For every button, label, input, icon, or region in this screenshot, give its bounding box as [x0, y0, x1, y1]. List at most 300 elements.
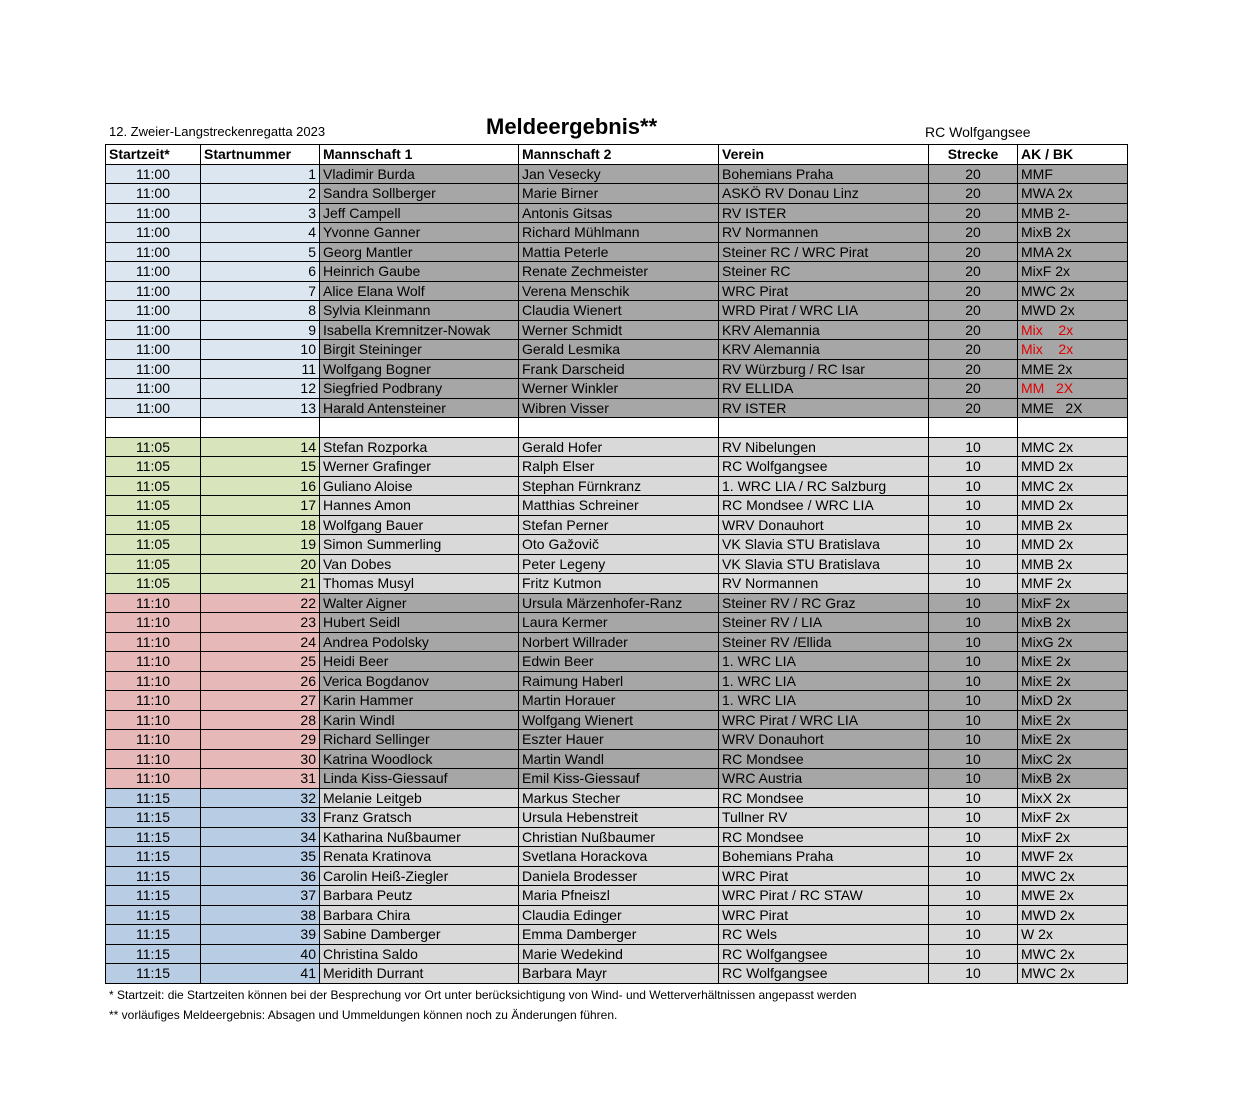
start-time-cell	[106, 418, 201, 438]
col-header-ak-bk: AK / BK	[1018, 145, 1128, 165]
crew-member-2-cell: Marie Wedekind	[519, 944, 719, 964]
distance-cell: 10	[929, 788, 1018, 808]
start-number-cell: 2	[201, 184, 320, 204]
age-class-cell: MixX 2x	[1018, 788, 1128, 808]
start-number-cell: 33	[201, 808, 320, 828]
table-row	[106, 184, 1128, 204]
distance-cell: 20	[929, 379, 1018, 399]
crew-member-1-cell: Harald Antensteiner	[320, 398, 519, 418]
crew-member-2-cell: Martin Horauer	[519, 691, 719, 711]
start-number-cell: 28	[201, 710, 320, 730]
distance-cell: 10	[929, 730, 1018, 750]
club-cell: WRC Pirat / WRC LIA	[719, 710, 929, 730]
club-cell: WRD Pirat / WRC LIA	[719, 301, 929, 321]
age-class-cell: MWC 2x	[1018, 866, 1128, 886]
table-row	[106, 788, 1128, 808]
start-time-cell: 11:15	[106, 964, 201, 984]
start-time-cell: 11:15	[106, 905, 201, 925]
distance-cell	[929, 418, 1018, 438]
start-number-cell: 9	[201, 320, 320, 340]
age-class-cell: MixD 2x	[1018, 691, 1128, 711]
table-row	[106, 574, 1128, 594]
start-number-cell: 35	[201, 847, 320, 867]
distance-cell: 20	[929, 262, 1018, 282]
age-class-cell: MixE 2x	[1018, 671, 1128, 691]
crew-member-2-cell: Antonis Gitsas	[519, 203, 719, 223]
start-time-cell: 11:15	[106, 847, 201, 867]
distance-cell: 10	[929, 710, 1018, 730]
start-time-cell: 11:10	[106, 613, 201, 633]
crew-member-1-cell: Katrina Woodlock	[320, 749, 519, 769]
crew-member-1-cell: Renata Kratinova	[320, 847, 519, 867]
distance-cell: 10	[929, 613, 1018, 633]
start-number-cell: 19	[201, 535, 320, 555]
crew-member-1-cell: Yvonne Ganner	[320, 223, 519, 243]
crew-member-2-cell: Laura Kermer	[519, 613, 719, 633]
start-number-cell: 10	[201, 340, 320, 360]
club-cell: RC Mondsee	[719, 827, 929, 847]
table-row	[106, 944, 1128, 964]
start-time-cell: 11:05	[106, 457, 201, 477]
start-number-cell: 20	[201, 554, 320, 574]
crew-member-1-cell: Melanie Leitgeb	[320, 788, 519, 808]
start-number-cell: 26	[201, 671, 320, 691]
table-row	[106, 613, 1128, 633]
club-cell: RV Nibelungen	[719, 437, 929, 457]
table-row	[106, 164, 1128, 184]
start-time-cell: 11:10	[106, 769, 201, 789]
spacer-row	[106, 418, 1128, 438]
distance-cell: 10	[929, 652, 1018, 672]
age-class-cell: MixE 2x	[1018, 730, 1128, 750]
crew-member-1-cell: Georg Mantler	[320, 242, 519, 262]
table-row	[106, 457, 1128, 477]
start-time-cell: 11:05	[106, 496, 201, 516]
crew-member-1-cell: Wolfgang Bauer	[320, 515, 519, 535]
start-time-cell: 11:00	[106, 320, 201, 340]
crew-member-1-cell: Isabella Kremnitzer-Nowak	[320, 320, 519, 340]
event-name: 12. Zweier-Langstreckenregatta 2023	[109, 124, 326, 139]
distance-cell: 10	[929, 496, 1018, 516]
club-cell: WRC Pirat / RC STAW	[719, 886, 929, 906]
distance-cell: 10	[929, 847, 1018, 867]
distance-cell: 10	[929, 476, 1018, 496]
table-row	[106, 652, 1128, 672]
table-row	[106, 223, 1128, 243]
distance-cell: 10	[929, 866, 1018, 886]
start-time-cell: 11:15	[106, 944, 201, 964]
crew-member-1-cell: Karin Windl	[320, 710, 519, 730]
crew-member-2-cell: Stephan Fürnkranz	[519, 476, 719, 496]
table-row	[106, 496, 1128, 516]
crew-member-2-cell: Emma Damberger	[519, 925, 719, 945]
age-class-cell: MMD 2x	[1018, 457, 1128, 477]
age-class-cell: MixF 2x	[1018, 827, 1128, 847]
crew-member-1-cell: Jeff Campell	[320, 203, 519, 223]
col-header-verein: Verein	[719, 145, 929, 165]
start-number-cell: 14	[201, 437, 320, 457]
start-time-cell: 11:10	[106, 730, 201, 750]
col-header-mannschaft1: Mannschaft 1	[320, 145, 519, 165]
start-time-cell: 11:00	[106, 398, 201, 418]
start-time-cell: 11:10	[106, 593, 201, 613]
crew-member-2-cell: Ursula Hebenstreit	[519, 808, 719, 828]
age-class-cell: MWD 2x	[1018, 905, 1128, 925]
crew-member-2-cell: Eszter Hauer	[519, 730, 719, 750]
club-cell: KRV Alemannia	[719, 340, 929, 360]
club-cell: Tullner RV	[719, 808, 929, 828]
page-title: Meldeergebnis**	[486, 114, 658, 139]
age-class-cell: MixC 2x	[1018, 749, 1128, 769]
crew-member-2-cell: Daniela Brodesser	[519, 866, 719, 886]
crew-member-1-cell: Birgit Steininger	[320, 340, 519, 360]
crew-member-2-cell: Wolfgang Wienert	[519, 710, 719, 730]
crew-member-1-cell: Linda Kiss-Giessauf	[320, 769, 519, 789]
age-class-cell: MME 2x	[1018, 359, 1128, 379]
start-time-cell: 11:00	[106, 262, 201, 282]
distance-cell: 20	[929, 340, 1018, 360]
age-class-cell: MixE 2x	[1018, 710, 1128, 730]
table-row	[106, 340, 1128, 360]
table-row	[106, 730, 1128, 750]
table-row	[106, 593, 1128, 613]
club-cell: WRV Donauhort	[719, 515, 929, 535]
age-class-cell: MM 2X	[1018, 379, 1128, 399]
club-cell: Bohemians Praha	[719, 847, 929, 867]
crew-member-2-cell: Frank Darscheid	[519, 359, 719, 379]
club-cell: KRV Alemannia	[719, 320, 929, 340]
start-number-cell: 22	[201, 593, 320, 613]
club-cell: RV ELLIDA	[719, 379, 929, 399]
crew-member-2-cell: Werner Schmidt	[519, 320, 719, 340]
crew-member-2-cell: Edwin Beer	[519, 652, 719, 672]
age-class-cell: MixF 2x	[1018, 808, 1128, 828]
distance-cell: 10	[929, 964, 1018, 984]
table-row	[106, 398, 1128, 418]
start-time-cell: 11:05	[106, 535, 201, 555]
start-number-cell: 31	[201, 769, 320, 789]
crew-member-2-cell: Christian Nußbaumer	[519, 827, 719, 847]
crew-member-1-cell	[320, 418, 519, 438]
distance-cell: 20	[929, 203, 1018, 223]
start-number-cell: 12	[201, 379, 320, 399]
distance-cell: 20	[929, 281, 1018, 301]
age-class-cell: MWE 2x	[1018, 886, 1128, 906]
start-number-cell: 4	[201, 223, 320, 243]
club-cell: RV ISTER	[719, 398, 929, 418]
crew-member-1-cell: Barbara Chira	[320, 905, 519, 925]
start-time-cell: 11:05	[106, 476, 201, 496]
crew-member-2-cell: Ursula Märzenhofer-Ranz	[519, 593, 719, 613]
club-cell: RC Mondsee	[719, 788, 929, 808]
table-row	[106, 281, 1128, 301]
start-time-cell: 11:15	[106, 886, 201, 906]
start-number-cell: 37	[201, 886, 320, 906]
crew-member-2-cell: Claudia Edinger	[519, 905, 719, 925]
crew-member-1-cell: Carolin Heiß-Ziegler	[320, 866, 519, 886]
start-time-cell: 11:05	[106, 515, 201, 535]
crew-member-2-cell: Ralph Elser	[519, 457, 719, 477]
table-row	[106, 301, 1128, 321]
age-class-cell: Mix 2x	[1018, 320, 1128, 340]
crew-member-2-cell: Marie Birner	[519, 184, 719, 204]
table-row	[106, 886, 1128, 906]
crew-member-2-cell: Oto Gažovič	[519, 535, 719, 555]
distance-cell: 20	[929, 223, 1018, 243]
start-number-cell	[201, 418, 320, 438]
age-class-cell: MixE 2x	[1018, 652, 1128, 672]
crew-member-2-cell: Werner Winkler	[519, 379, 719, 399]
crew-member-1-cell: Guliano Aloise	[320, 476, 519, 496]
club-cell: RC Wolfgangsee	[719, 457, 929, 477]
crew-member-2-cell: Norbert Willrader	[519, 632, 719, 652]
crew-member-2-cell: Emil Kiss-Giessauf	[519, 769, 719, 789]
age-class-cell: MixG 2x	[1018, 632, 1128, 652]
crew-member-1-cell: Richard Sellinger	[320, 730, 519, 750]
crew-member-2-cell: Jan Vesecky	[519, 164, 719, 184]
age-class-cell: MMC 2x	[1018, 437, 1128, 457]
crew-member-2-cell: Wibren Visser	[519, 398, 719, 418]
crew-member-2-cell: Claudia Wienert	[519, 301, 719, 321]
start-number-cell: 21	[201, 574, 320, 594]
distance-cell: 10	[929, 437, 1018, 457]
distance-cell: 10	[929, 944, 1018, 964]
age-class-cell: Mix 2x	[1018, 340, 1128, 360]
header-row	[106, 145, 1128, 165]
crew-member-1-cell: Heidi Beer	[320, 652, 519, 672]
crew-member-2-cell: Gerald Lesmika	[519, 340, 719, 360]
crew-member-1-cell: Heinrich Gaube	[320, 262, 519, 282]
table-row	[106, 866, 1128, 886]
age-class-cell: MWC 2x	[1018, 964, 1128, 984]
crew-member-2-cell: Matthias Schreiner	[519, 496, 719, 516]
start-number-cell: 7	[201, 281, 320, 301]
club-cell: VK Slavia STU Bratislava	[719, 554, 929, 574]
table-row	[106, 905, 1128, 925]
start-number-cell: 17	[201, 496, 320, 516]
distance-cell: 10	[929, 593, 1018, 613]
crew-member-1-cell: Thomas Musyl	[320, 574, 519, 594]
club-cell: RC Mondsee / WRC LIA	[719, 496, 929, 516]
age-class-cell: MixF 2x	[1018, 593, 1128, 613]
table-row	[106, 515, 1128, 535]
distance-cell: 10	[929, 925, 1018, 945]
start-time-cell: 11:00	[106, 203, 201, 223]
crew-member-1-cell: Alice Elana Wolf	[320, 281, 519, 301]
club-cell: RV Normannen	[719, 574, 929, 594]
start-number-cell: 24	[201, 632, 320, 652]
age-class-cell: MixB 2x	[1018, 223, 1128, 243]
crew-member-1-cell: Verica Bogdanov	[320, 671, 519, 691]
start-time-cell: 11:15	[106, 866, 201, 886]
footnote-meldeergebnis: ** vorläufiges Meldeergebnis: Absagen und Ummeldungen können noch zu Änderungen führen.	[109, 1008, 618, 1022]
start-time-cell: 11:00	[106, 379, 201, 399]
age-class-cell: MWA 2x	[1018, 184, 1128, 204]
age-class-cell: MMA 2x	[1018, 242, 1128, 262]
start-time-cell: 11:15	[106, 925, 201, 945]
start-time-cell: 11:00	[106, 242, 201, 262]
start-number-cell: 3	[201, 203, 320, 223]
crew-member-2-cell: Barbara Mayr	[519, 964, 719, 984]
crew-member-2-cell: Raimung Haberl	[519, 671, 719, 691]
age-class-cell: MMC 2x	[1018, 476, 1128, 496]
distance-cell: 10	[929, 769, 1018, 789]
start-time-cell: 11:15	[106, 827, 201, 847]
distance-cell: 10	[929, 515, 1018, 535]
crew-member-1-cell: Walter Aigner	[320, 593, 519, 613]
crew-member-2-cell: Gerald Hofer	[519, 437, 719, 457]
age-class-cell: MMF 2x	[1018, 574, 1128, 594]
table-row	[106, 535, 1128, 555]
club-cell: RV Normannen	[719, 223, 929, 243]
start-time-cell: 11:10	[106, 671, 201, 691]
crew-member-1-cell: Simon Summerling	[320, 535, 519, 555]
crew-member-2-cell: Peter Legeny	[519, 554, 719, 574]
club-cell: VK Slavia STU Bratislava	[719, 535, 929, 555]
crew-member-1-cell: Stefan Rozporka	[320, 437, 519, 457]
club-cell: Steiner RC	[719, 262, 929, 282]
distance-cell: 10	[929, 554, 1018, 574]
crew-member-1-cell: Wolfgang Bogner	[320, 359, 519, 379]
table-row	[106, 203, 1128, 223]
club-cell: RC Mondsee	[719, 749, 929, 769]
start-time-cell: 11:10	[106, 652, 201, 672]
start-time-cell: 11:15	[106, 808, 201, 828]
col-header-mannschaft2: Mannschaft 2	[519, 145, 719, 165]
col-header-startzeit: Startzeit*	[106, 145, 201, 165]
distance-cell: 20	[929, 359, 1018, 379]
table-row	[106, 262, 1128, 282]
crew-member-2-cell: Markus Stecher	[519, 788, 719, 808]
crew-member-2-cell	[519, 418, 719, 438]
table-row	[106, 808, 1128, 828]
distance-cell: 20	[929, 184, 1018, 204]
start-number-cell: 38	[201, 905, 320, 925]
start-number-cell: 40	[201, 944, 320, 964]
distance-cell: 10	[929, 808, 1018, 828]
distance-cell: 10	[929, 886, 1018, 906]
distance-cell: 10	[929, 905, 1018, 925]
start-number-cell: 29	[201, 730, 320, 750]
crew-member-1-cell: Karin Hammer	[320, 691, 519, 711]
table-row	[106, 964, 1128, 984]
club-cell: 1. WRC LIA / RC Salzburg	[719, 476, 929, 496]
start-time-cell: 11:05	[106, 554, 201, 574]
distance-cell: 10	[929, 691, 1018, 711]
start-time-cell: 11:10	[106, 691, 201, 711]
club-cell: 1. WRC LIA	[719, 671, 929, 691]
crew-member-1-cell: Christina Saldo	[320, 944, 519, 964]
distance-cell: 20	[929, 398, 1018, 418]
crew-member-2-cell: Fritz Kutmon	[519, 574, 719, 594]
distance-cell: 10	[929, 671, 1018, 691]
age-class-cell: MMB 2x	[1018, 515, 1128, 535]
start-number-cell: 32	[201, 788, 320, 808]
start-number-cell: 11	[201, 359, 320, 379]
start-number-cell: 25	[201, 652, 320, 672]
start-time-cell: 11:00	[106, 301, 201, 321]
distance-cell: 10	[929, 827, 1018, 847]
crew-member-2-cell: Richard Mühlmann	[519, 223, 719, 243]
club-cell: WRC Pirat	[719, 866, 929, 886]
crew-member-1-cell: Hubert Seidl	[320, 613, 519, 633]
table-row	[106, 632, 1128, 652]
start-time-cell: 11:10	[106, 749, 201, 769]
club-cell: Steiner RV / LIA	[719, 613, 929, 633]
distance-cell: 20	[929, 301, 1018, 321]
distance-cell: 10	[929, 632, 1018, 652]
table-row	[106, 769, 1128, 789]
age-class-cell: MMD 2x	[1018, 535, 1128, 555]
start-number-cell: 13	[201, 398, 320, 418]
start-time-cell: 11:15	[106, 788, 201, 808]
entries-table	[105, 144, 1128, 984]
crew-member-2-cell: Svetlana Horackova	[519, 847, 719, 867]
club-cell: Steiner RV /Ellida	[719, 632, 929, 652]
distance-cell: 20	[929, 242, 1018, 262]
club-cell: RC Wels	[719, 925, 929, 945]
table-row	[106, 437, 1128, 457]
start-time-cell: 11:00	[106, 340, 201, 360]
club-cell: Steiner RC / WRC Pirat	[719, 242, 929, 262]
distance-cell: 10	[929, 535, 1018, 555]
age-class-cell: MWF 2x	[1018, 847, 1128, 867]
crew-member-2-cell: Mattia Peterle	[519, 242, 719, 262]
club-cell: Bohemians Praha	[719, 164, 929, 184]
age-class-cell: MixF 2x	[1018, 262, 1128, 282]
start-number-cell: 41	[201, 964, 320, 984]
start-time-cell: 11:00	[106, 184, 201, 204]
age-class-cell	[1018, 418, 1128, 438]
age-class-cell: MMB 2-	[1018, 203, 1128, 223]
crew-member-1-cell: Sandra Sollberger	[320, 184, 519, 204]
start-number-cell: 36	[201, 866, 320, 886]
footnote-startzeit: * Startzeit: die Startzeiten können bei der Besprechung vor Ort unter berücksichtigung von Wind- und Wetterverhältnissen angepasst werden	[109, 988, 857, 1002]
col-header-strecke: Strecke	[929, 145, 1018, 165]
start-time-cell: 11:05	[106, 574, 201, 594]
crew-member-1-cell: Katharina Nußbaumer	[320, 827, 519, 847]
organizer-club: RC Wolfgangsee	[925, 124, 1031, 140]
start-time-cell: 11:00	[106, 223, 201, 243]
table-row	[106, 749, 1128, 769]
start-time-cell: 11:10	[106, 710, 201, 730]
crew-member-1-cell: Sabine Damberger	[320, 925, 519, 945]
table-row	[106, 359, 1128, 379]
age-class-cell: MMB 2x	[1018, 554, 1128, 574]
distance-cell: 20	[929, 320, 1018, 340]
club-cell	[719, 418, 929, 438]
crew-member-2-cell: Verena Menschik	[519, 281, 719, 301]
age-class-cell: MMF	[1018, 164, 1128, 184]
crew-member-1-cell: Werner Grafinger	[320, 457, 519, 477]
age-class-cell: MWD 2x	[1018, 301, 1128, 321]
age-class-cell: MME 2X	[1018, 398, 1128, 418]
start-number-cell: 39	[201, 925, 320, 945]
start-time-cell: 11:00	[106, 164, 201, 184]
distance-cell: 10	[929, 457, 1018, 477]
table-row	[106, 554, 1128, 574]
start-number-cell: 8	[201, 301, 320, 321]
age-class-cell: MixB 2x	[1018, 769, 1128, 789]
start-time-cell: 11:00	[106, 359, 201, 379]
club-cell: WRC Pirat	[719, 281, 929, 301]
start-number-cell: 30	[201, 749, 320, 769]
start-time-cell: 11:10	[106, 632, 201, 652]
crew-member-1-cell: Van Dobes	[320, 554, 519, 574]
table-row	[106, 671, 1128, 691]
crew-member-1-cell: Hannes Amon	[320, 496, 519, 516]
table-row	[106, 379, 1128, 399]
